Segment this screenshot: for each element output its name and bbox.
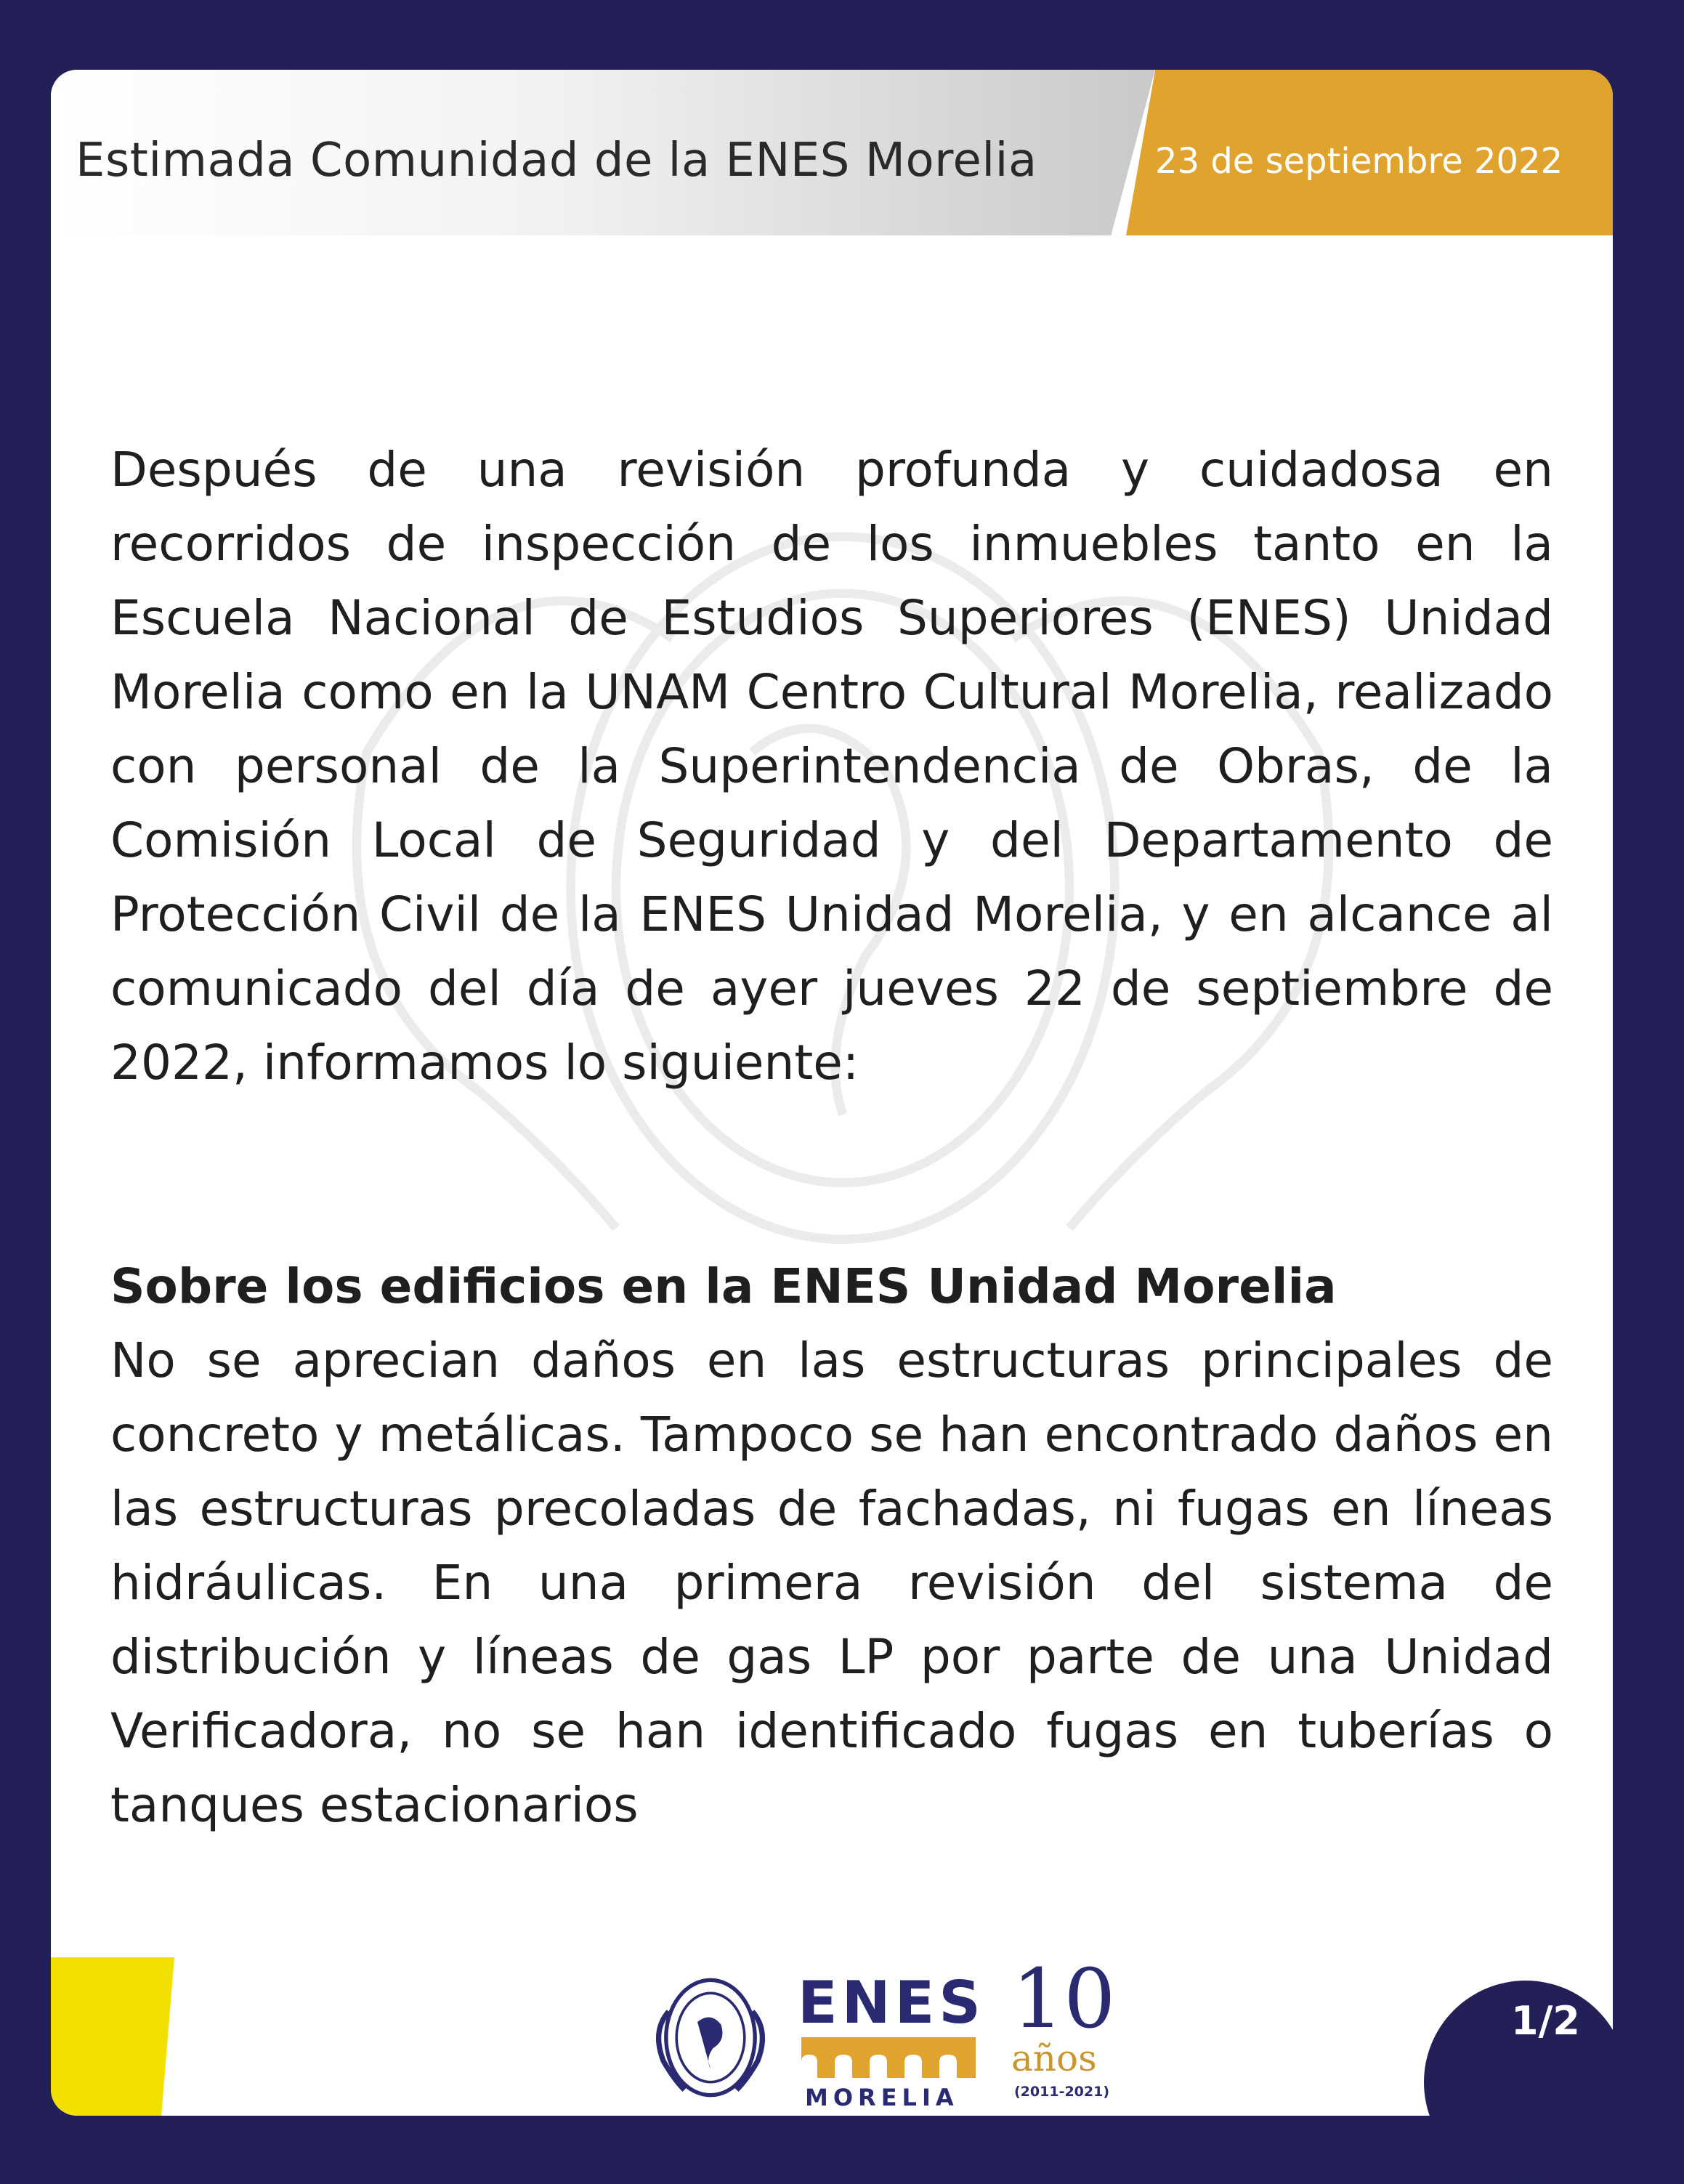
section-paragraph: No se aprecian daños en las estructuras principales de concreto y metálicas. Tampoco se han encontrado daños en las estructuras precoladas de fachadas, ni fugas en líneas hidráulicas. En una primera revisión del sistema de distribución y líneas de gas LP por parte de una Unidad Verificadora, no se han identificado fugas en tuberías o tanques estacionarios [110, 1332, 1553, 1833]
aqueduct-arches-icon [801, 2037, 976, 2078]
yellow-accent-tab [51, 1957, 174, 2116]
document-card [51, 70, 1613, 2116]
section-heading: Sobre los edificios en la ENES Unidad Morelia [110, 1258, 1337, 1314]
unam-seal-icon [645, 1970, 776, 2105]
header-date: 23 de septiembre 2022 [1155, 141, 1563, 182]
page-indicator: 1/2 [1511, 1998, 1580, 2044]
morelia-wordmark: MORELIA [805, 2084, 959, 2111]
anniversary-word: años [1011, 2037, 1097, 2079]
header-title: Estimada Comunidad de la ENES Morelia [76, 134, 1037, 187]
enes-wordmark: ENES [798, 1969, 985, 2037]
anniversary-years: (2011-2021) [1014, 2084, 1110, 2100]
footer-logos [645, 1952, 1139, 2111]
anniversary-number: 10 [1012, 1952, 1116, 2047]
intro-paragraph: Después de una revisión profunda y cuidadosa en recorridos de inspección de los inmuebles tanto en la Escuela Nacional de Estudios Superiores (ENES) Unidad Morelia como en la UNAM Centro Cultural Morelia, realizado con personal de la Superintendencia de Obras, de la Comisión Local de Seguridad y del Departamento de Protección Civil de la ENES Unidad Morelia, y en alcance al comunicado del día de ayer jueves 22 de septiembre de 2022, informamos lo siguiente: [110, 442, 1553, 1091]
